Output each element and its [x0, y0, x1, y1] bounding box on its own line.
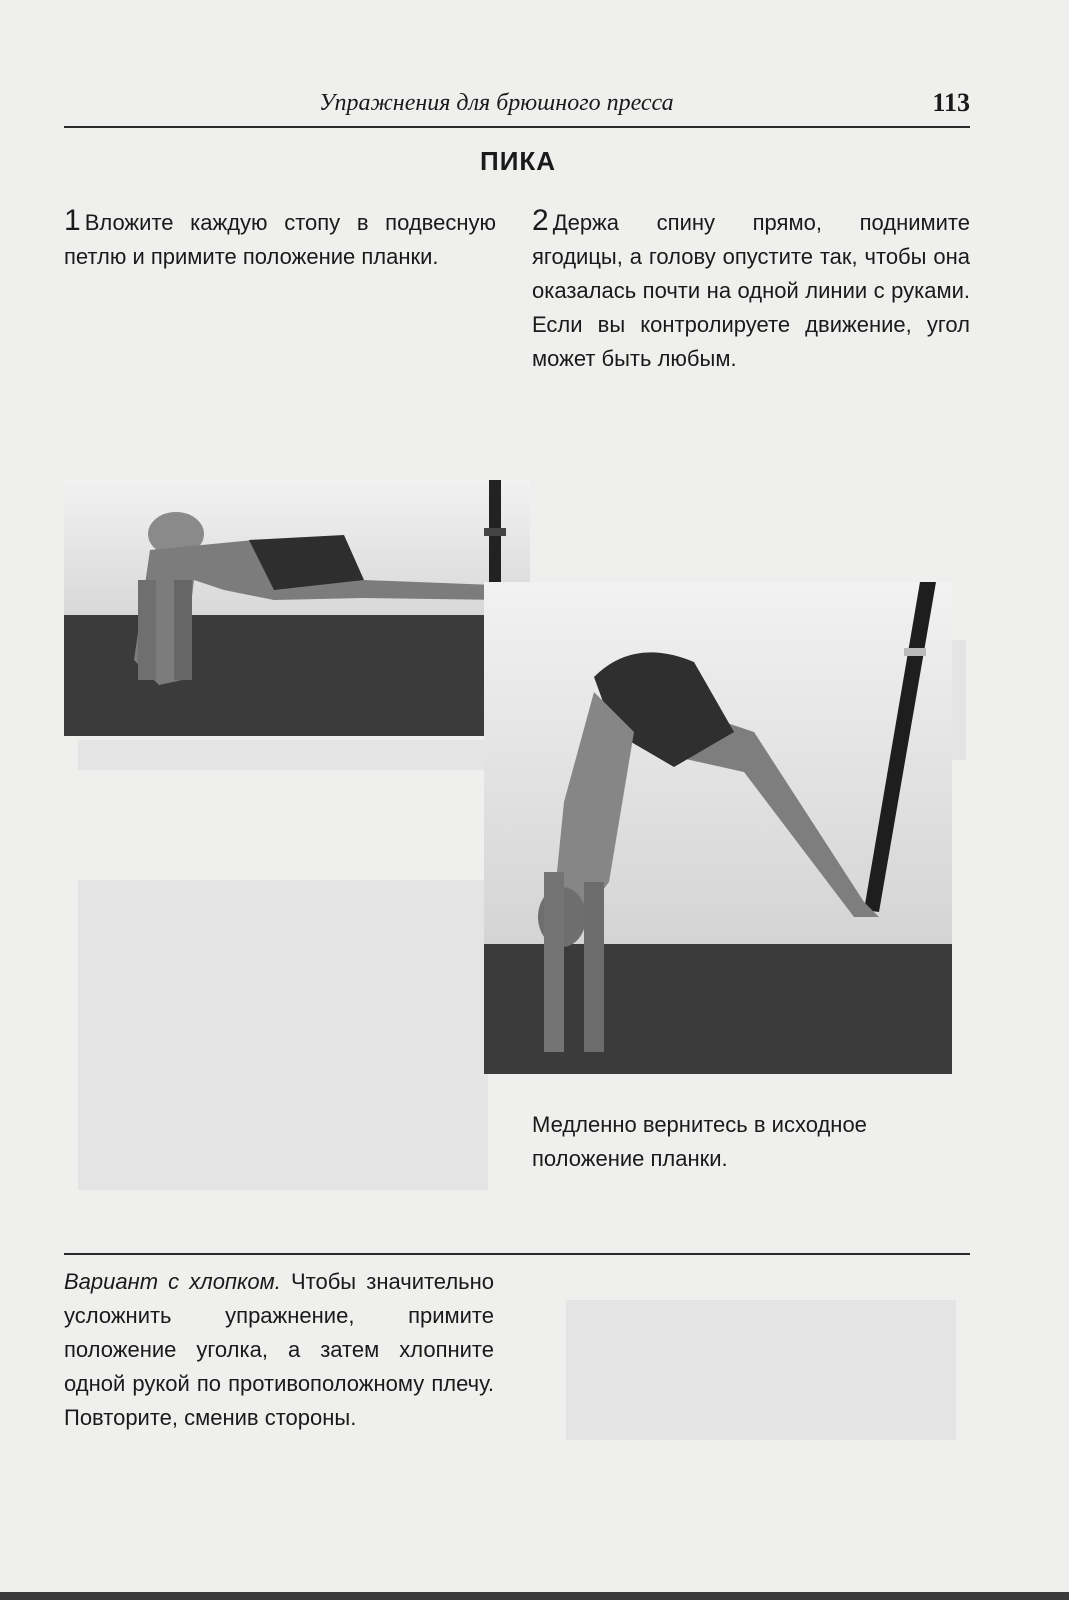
ghost-photo-bottom-left: [78, 880, 488, 1190]
step-1-number: 1: [64, 204, 81, 237]
return-caption: Медленно вернитесь в исходное положение планки.: [532, 1112, 867, 1171]
ghost-photo-bottom-right: [566, 1300, 956, 1440]
step-1-text: [64, 204, 496, 274]
page-bottom-edge: [0, 1592, 1069, 1600]
step-2-text: [532, 204, 970, 376]
variant-text: [64, 1265, 494, 1435]
plank-illustration: [64, 480, 530, 736]
plank-photo: [64, 480, 530, 736]
ghost-photo-left: [78, 740, 498, 770]
step-2-body: Держа спину прямо, поднимите ягодицы, а голову опустите так, чтобы она оказалась почти на одной линии с руками. Если вы контролируете движение, угол может быть любым.: [532, 210, 970, 371]
page-number: 113: [932, 88, 970, 117]
running-title: Упражнения для брюшного пресса: [319, 90, 674, 116]
variant-body: Чтобы значительно усложнить упражнение, примите положение уголка, а затем хлопните одной рукой по противоположному плечу. Повторите, сменив стороны.: [64, 1269, 494, 1430]
pike-photo: [484, 582, 952, 1074]
section-divider: [64, 1253, 970, 1255]
variant-label: Вариант с хлопком.: [64, 1269, 281, 1294]
pike-illustration: [484, 582, 952, 1074]
running-head: [64, 90, 970, 128]
step-1-body: Вложите каждую стопу в подвесную петлю и примите положение планки.: [64, 210, 496, 269]
section-title: ПИКА: [480, 146, 557, 176]
step-2-number: 2: [532, 204, 549, 237]
